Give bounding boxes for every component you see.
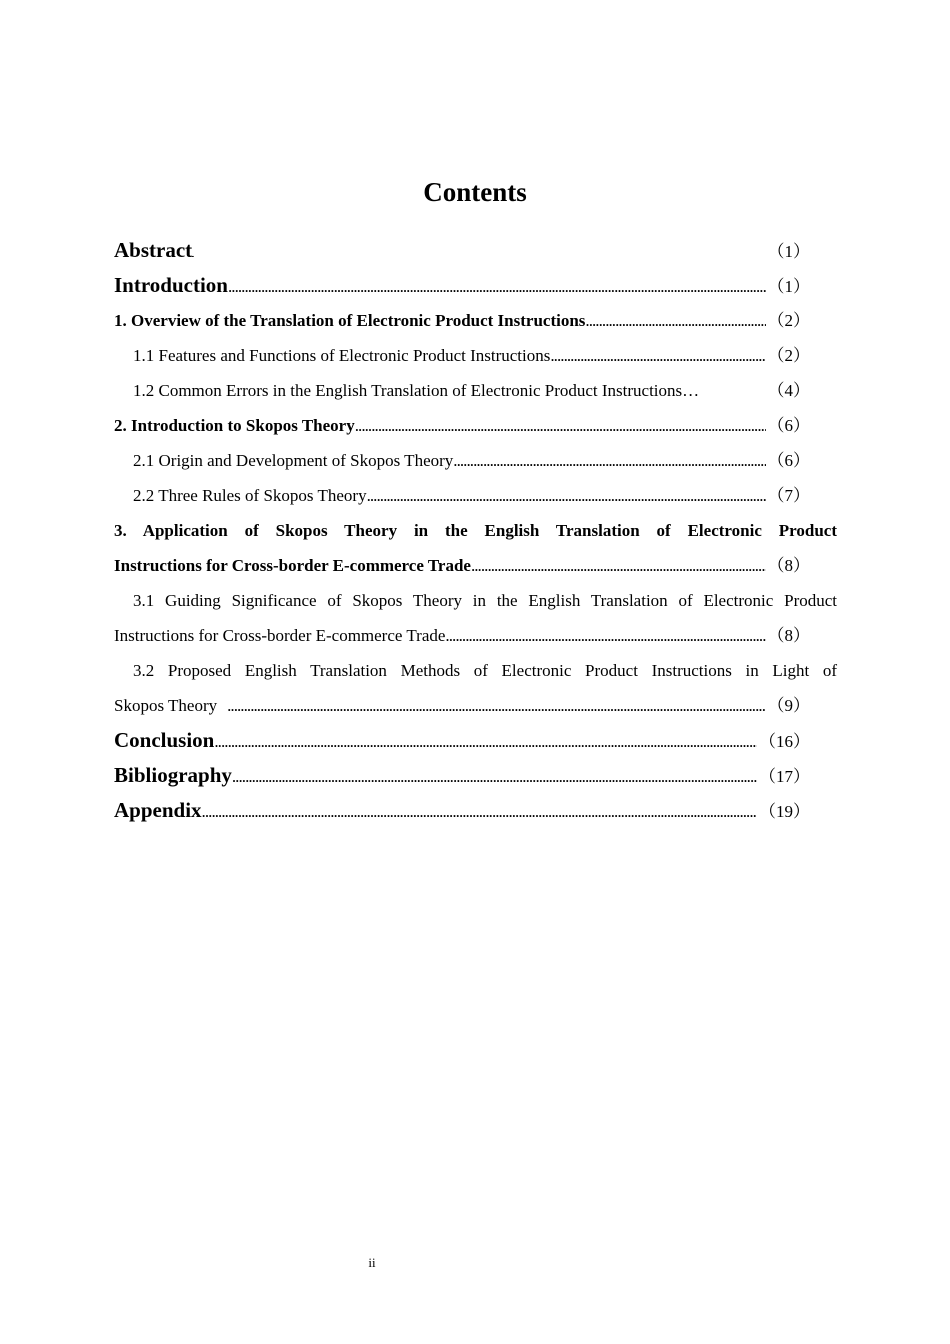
toc-entry-section-1-2[interactable] [114,373,810,408]
toc-entry-conclusion[interactable] [114,723,810,758]
page-title: Contents [423,177,527,207]
toc-entry-label: Bibliography [114,763,232,787]
toc-entry-section-3-2-line1[interactable]: 3.2 Proposed English Translation Methods of Electronic Product Instructions in Light of [133,661,837,680]
toc-entry-page: （9） [767,696,810,715]
toc-entry-page: （16） [759,732,810,751]
toc-entry-chapter-3-line1[interactable]: 3. Application of Skopos Theory in the English Translation of Electronic Product [114,521,837,540]
toc-entry-page: （8） [767,556,810,575]
toc-entry-appendix[interactable] [114,793,810,828]
toc-entry-label: Introduction [114,273,228,297]
toc-entry-page: （2） [767,346,810,365]
toc-entry-section-3-1-line1[interactable]: 3.1 Guiding Significance of Skopos Theory in the English Translation of Electronic Product [133,591,837,610]
dot-leader [228,269,766,304]
toc-entry-page: （1） [767,277,810,296]
dot-leader [445,618,765,653]
toc-entry-chapter-2[interactable] [114,408,810,443]
toc-entry-bibliography[interactable] [114,758,810,793]
dot-leader [471,548,766,583]
toc-entry-page: （7） [767,486,810,505]
toc-entry-page: （6） [767,451,810,470]
toc-entry-label: Appendix [114,798,202,822]
toc-entry-page: （1） [767,242,810,261]
toc-entry-page: （8） [767,626,810,645]
dot-leader [214,724,757,759]
dot-leader [355,408,766,443]
toc-entry-chapter-3-line2[interactable] [114,548,810,583]
toc-entry-page: （2） [767,311,810,330]
toc-entry-chapter-1[interactable] [114,303,810,338]
toc-entry-page: （19） [759,802,810,821]
footer-page-number: ii [368,1255,376,1270]
toc-entry-section-3-1-line2[interactable] [114,618,810,653]
dot-leader [232,759,757,794]
toc-entry-page: （17） [759,767,810,786]
table-of-contents [114,233,837,828]
toc-entry-label: 1. Overview of the Translation of Electronic Product Instructions [114,311,586,330]
toc-entry-label: Skopos Theory [114,696,218,715]
toc-entry-label: 2.1 Origin and Development of Skopos Theory [133,451,454,470]
dot-leader [585,303,765,338]
toc-entry-abstract[interactable] [114,233,810,268]
toc-entry-label: Instructions for Cross-border E-commerce Trade [114,626,446,645]
dot-leader [453,443,765,478]
toc-entry-label: Abstract [114,238,193,262]
toc-entry-label: 2.2 Three Rules of Skopos Theory [133,486,367,505]
toc-entry-label: Instructions for Cross-border E-commerce Trade [114,556,471,575]
dot-leader [550,338,765,373]
toc-entry-section-2-2[interactable] [114,478,810,513]
toc-entry-section-3-2-line2[interactable] [114,688,810,723]
toc-entry-label: 1.1 Features and Functions of Electronic Product Instructions [133,346,551,365]
toc-entry-introduction[interactable] [114,268,810,303]
dot-leader [192,234,765,272]
toc-entry-label: 2. Introduction to Skopos Theory [114,416,355,435]
toc-entry-label: 1.2 Common Errors in the English Translation of Electronic Product Instructions… [133,381,700,400]
dot-leader [367,478,766,513]
toc-entry-section-2-1[interactable] [114,443,810,478]
toc-entry-section-1-1[interactable] [114,338,810,373]
toc-entry-page: （6） [767,416,810,435]
toc-entry-label: Conclusion [114,728,215,752]
toc-entry-page: （4） [767,381,810,400]
dot-leader [202,794,757,829]
dot-leader [227,688,765,723]
